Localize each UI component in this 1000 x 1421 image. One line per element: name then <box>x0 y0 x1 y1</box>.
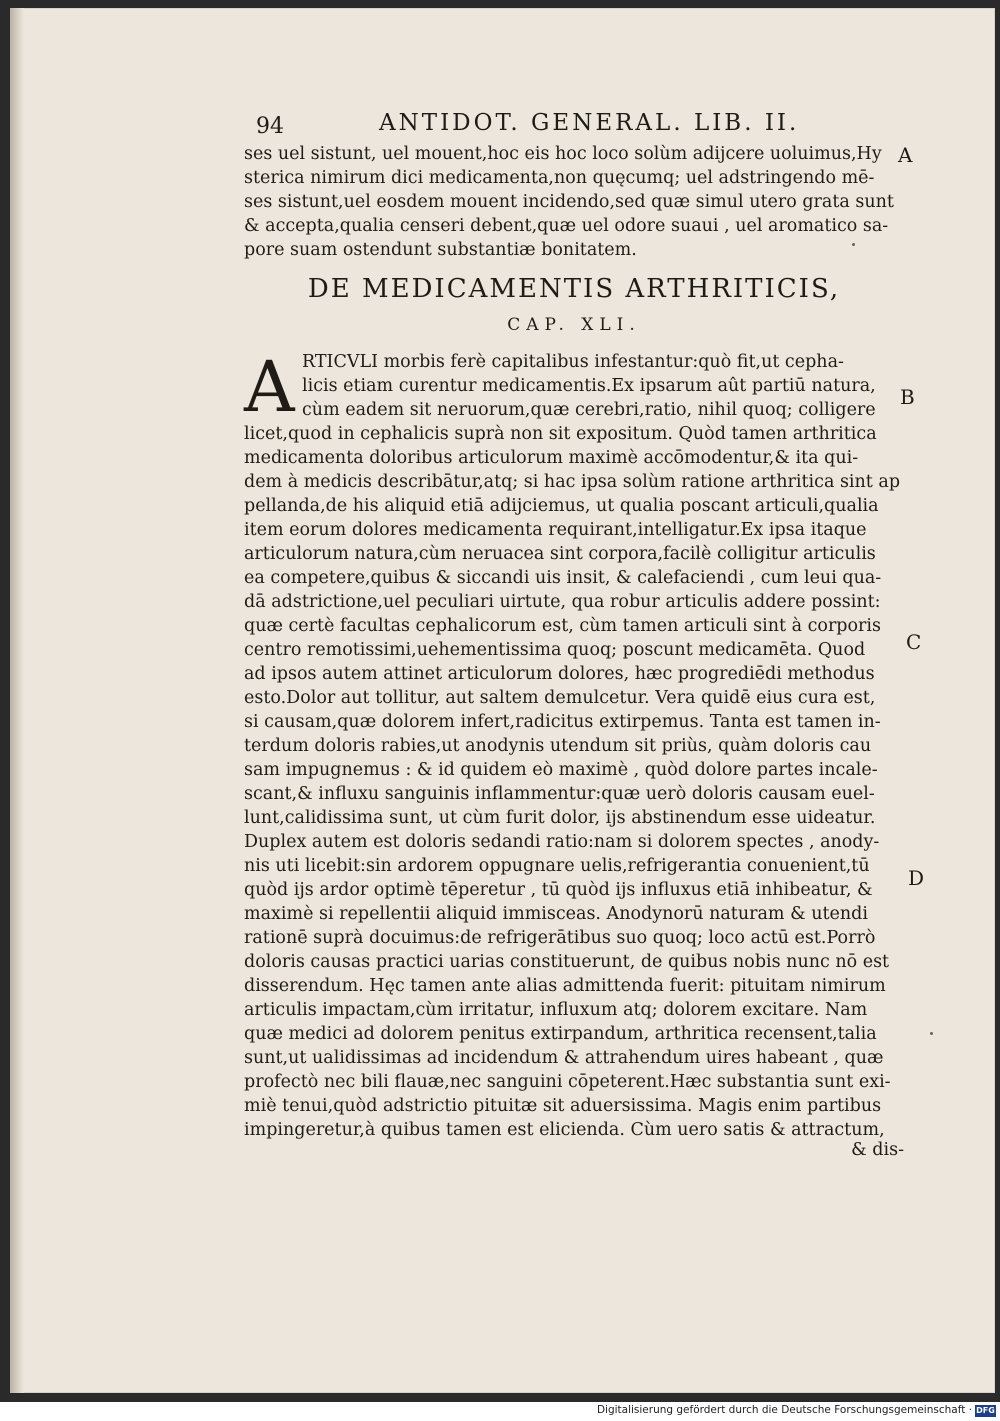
body-line: lunt,calidissima sunt, ut cùm furit dolor, ijs abstinendum esse uideatur. <box>244 808 876 828</box>
body-line: profectò nec bili flauæ,nec sanguini cōpeterent.Hæc substantia sunt exi- <box>244 1072 891 1092</box>
margin-letter-b: B <box>900 385 915 409</box>
body-line: RTICVLI morbis ferè capitalibus infestantur:quò fit,ut cepha- <box>302 352 844 372</box>
running-title: ANTIDOT. GENERAL. LIB. II. <box>379 110 800 136</box>
intro-line: pore suam ostendunt substantiæ bonitatem. <box>244 240 637 260</box>
body-line: terdum doloris rabies,ut anodynis utendum sit priùs, quàm doloris cau <box>244 736 872 756</box>
chapter-title: DE MEDICAMENTIS ARTHRITICIS, <box>307 274 841 304</box>
body-line: maximè si repellentii aliquid immisceas. Anodynorū naturam & utendi <box>244 904 868 924</box>
margin-letter-c: C <box>906 630 922 654</box>
paper-speck <box>930 1032 933 1035</box>
body-line: si causam,quæ dolorem infert,radicitus extirpemus. Tanta est tamen in- <box>244 712 881 732</box>
body-line: quæ medici ad dolorem penitus extirpandum, arthritica recensent,talia <box>244 1024 877 1044</box>
body-line: dā adstrictione,uel peculiari uirtute, qua robur articulis addere possint: <box>244 592 881 612</box>
body-line: licet,quod in cephalicis suprà non sit expositum. Quòd tamen arthritica <box>244 424 877 444</box>
body-line: rationē suprà docuimus:de refrigerātibus suo quoq; loco actū est.Porrò <box>244 928 876 948</box>
body-line: ad ipsos autem attinet articulorum dolores, hæc progrediēdi methodus <box>244 664 875 684</box>
margin-letter-a: A <box>898 143 913 167</box>
body-line: dem à medicis describātur,atq; si hac ipsa solùm ratione arthritica sint ap <box>244 472 901 492</box>
body-line: medicamenta doloribus articulorum maximè accōmodentur,& ita qui- <box>244 448 859 468</box>
paper-speck <box>852 243 855 246</box>
body-line: disserendum. Hęc tamen ante alias admittenda fuerit: pituitam nimirum <box>244 976 886 996</box>
margin-letter-d: D <box>908 866 925 890</box>
running-header <box>244 110 904 140</box>
body-line: quòd ijs ardor optimè tēperetur , tū quòd ijs influxus etiā inhibeatur, & <box>244 880 873 900</box>
body-line: item eorum dolores medicamenta requirant,intelligatur.Ex ipsa itaque <box>244 520 867 540</box>
body-line: Duplex autem est doloris sedandi ratio:nam si dolorem spectes , anody- <box>244 832 880 852</box>
body-line: licis etiam curentur medicamentis.Ex ipsarum aût partiū natura, <box>302 376 876 396</box>
body-line: sunt,ut ualidissimas ad incidendum & attrahendum uires habeant , quæ <box>244 1048 884 1068</box>
body-line: esto.Dolor aut tollitur, aut saltem demulcetur. Vera quidē eius cura est, <box>244 688 876 708</box>
intro-line: & accepta,qualia censeri debent,quæ uel odore suaui , uel aromatico sa- <box>244 216 889 236</box>
catchword: & dis- <box>851 1140 904 1160</box>
intro-line: ses sistunt,uel eosdem mouent incidendo,sed quæ simul utero grata sunt <box>244 192 894 212</box>
body-line: scant,& influxu sanguinis inflammentur:quæ uerò doloris causam euel- <box>244 784 875 804</box>
digitization-footer <box>0 1402 1000 1421</box>
body-line: centro remotissimi,uehementissima quoq; poscunt medicamēta. Quod <box>244 640 866 660</box>
body-line: nis uti licebit:sin ardorem oppugnare uelis,refrigerantia conuenient,tū <box>244 856 870 876</box>
body-line: cùm eadem sit neruorum,quæ cerebri,ratio, nihil quoq; colligere <box>302 400 876 420</box>
body-line: impingeretur,à quibus tamen est elicienda. Cùm uero satis & attractum, <box>244 1120 885 1140</box>
page-number: 94 <box>256 114 284 139</box>
body-line: quæ certè facultas cephalicorum est, cùm tamen articuli sint à corporis <box>244 616 881 636</box>
page-gutter <box>10 8 24 1393</box>
body-line: pellanda,de his aliquid etiā adijciemus, ut qualia poscant articuli,qualia <box>244 496 879 516</box>
body-line: articulorum natura,cùm neruacea sint corpora,facilè colligitur articulis <box>244 544 876 564</box>
chapter-number: CAP. XLI. <box>507 315 641 335</box>
body-line: ea competere,quibus & siccandi uis insit, & calefaciendi , cum leui qua- <box>244 568 882 588</box>
body-line: articulis impactam,cùm irritatur, influxum atq; dolorem excitare. Nam <box>244 1000 868 1020</box>
drop-cap: A <box>244 346 295 428</box>
dfg-logo: DFG <box>976 1406 995 1415</box>
body-line: sam impugnemus : & id quidem eò maximè , quòd dolore partes incale- <box>244 760 878 780</box>
intro-line: ses uel sistunt, uel mouent,hoc eis hoc loco solùm adijcere uoluimus,Hy <box>244 144 882 164</box>
footer-credit: Digitalisierung gefördert durch die Deutsche Forschungsgemeinschaft · <box>596 1404 972 1416</box>
body-line: miè tenui,quòd adstrictio pituitæ sit aduersissima. Magis enim partibus <box>244 1096 882 1116</box>
body-line: doloris causas practici uarias constituerunt, de quibus nobis nunc nō est <box>244 952 890 972</box>
intro-line: sterica nimirum dici medicamenta,non quęcumq; uel adstringendo mē- <box>244 168 875 188</box>
